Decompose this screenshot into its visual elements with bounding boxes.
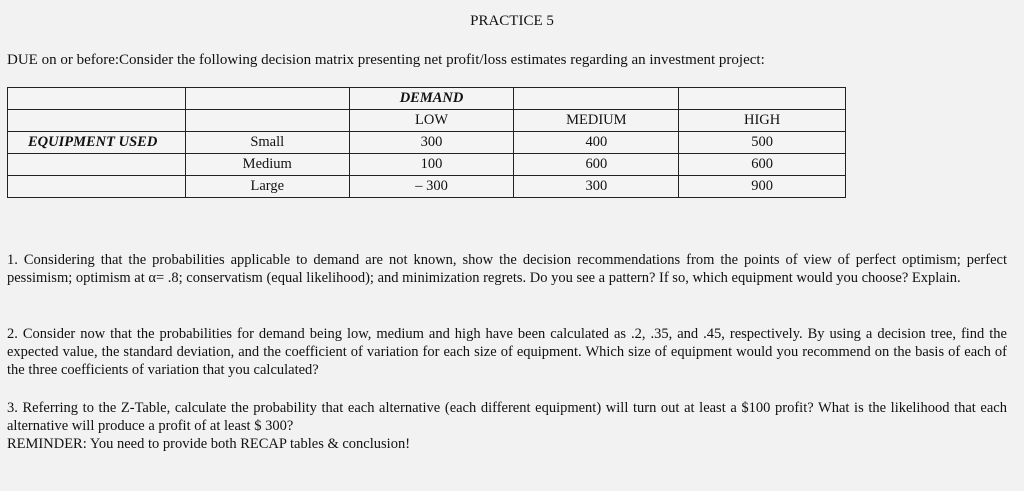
- column-header-low: LOW: [349, 110, 514, 132]
- table-cell: [185, 88, 349, 110]
- table-row: [8, 132, 846, 154]
- table-cell: [679, 88, 846, 110]
- question-3: [7, 399, 1007, 453]
- table-row: [8, 154, 846, 176]
- table-row: [8, 176, 846, 198]
- question-3-text: 3. Referring to the Z-Table, calculate the probability that each alternative (each different equipment) will turn out at least a $100 profit? What is the likelihood that each alternative will produce a profit of at least $ 300?: [7, 400, 1007, 434]
- decision-matrix-table: [7, 87, 846, 198]
- table-cell: 400: [514, 132, 679, 154]
- intro-text: DUE on or before:Consider the following decision matrix presenting net profit/loss estimates regarding an investment project:: [7, 52, 765, 68]
- question-2: [7, 325, 1007, 379]
- question-2-text: 2. Consider now that the probabilities for demand being low, medium and high have been calculated as .2, .35, and .45, respectively. By using a decision tree, find the expected value, the standard deviation, and the coefficient of variation for each size of equipment. Which size of equipment would you recommend on the basis of each of the three coefficients of variation that you calculated?: [7, 326, 1007, 378]
- table-cell: [8, 110, 186, 132]
- table-cell: [514, 88, 679, 110]
- table-cell: [8, 88, 186, 110]
- row-group-label: EQUIPMENT USED: [8, 132, 186, 154]
- question-1: [7, 251, 1007, 287]
- row-label: Large: [185, 176, 349, 198]
- table-header-row: [8, 88, 846, 110]
- reminder-text: REMINDER: You need to provide both RECAP tables & conclusion!: [7, 436, 411, 452]
- page-title: PRACTICE 5: [470, 13, 554, 29]
- table-cell: 600: [679, 154, 846, 176]
- table-header-row: [8, 110, 846, 132]
- row-label: Medium: [185, 154, 349, 176]
- table-cell: 900: [679, 176, 846, 198]
- table-cell: 100: [349, 154, 514, 176]
- table-cell: [8, 176, 186, 198]
- column-header-medium: MEDIUM: [514, 110, 679, 132]
- table-cell: 300: [349, 132, 514, 154]
- table-cell: [185, 110, 349, 132]
- table-cell: – 300: [349, 176, 514, 198]
- column-header-high: HIGH: [679, 110, 846, 132]
- question-1-text: 1. Considering that the probabilities applicable to demand are not known, show the decision recommendations from the points of view of perfect optimism; perfect pessimism; optimism at α= .8; conservatism (equal likelihood); and minimization regrets. Do you see a pattern? If so, which equipment would you choose? Explain.: [7, 252, 1007, 286]
- demand-header: DEMAND: [349, 88, 514, 110]
- row-label: Small: [185, 132, 349, 154]
- table-cell: [8, 154, 186, 176]
- table-cell: 300: [514, 176, 679, 198]
- table-cell: 600: [514, 154, 679, 176]
- table-cell: 500: [679, 132, 846, 154]
